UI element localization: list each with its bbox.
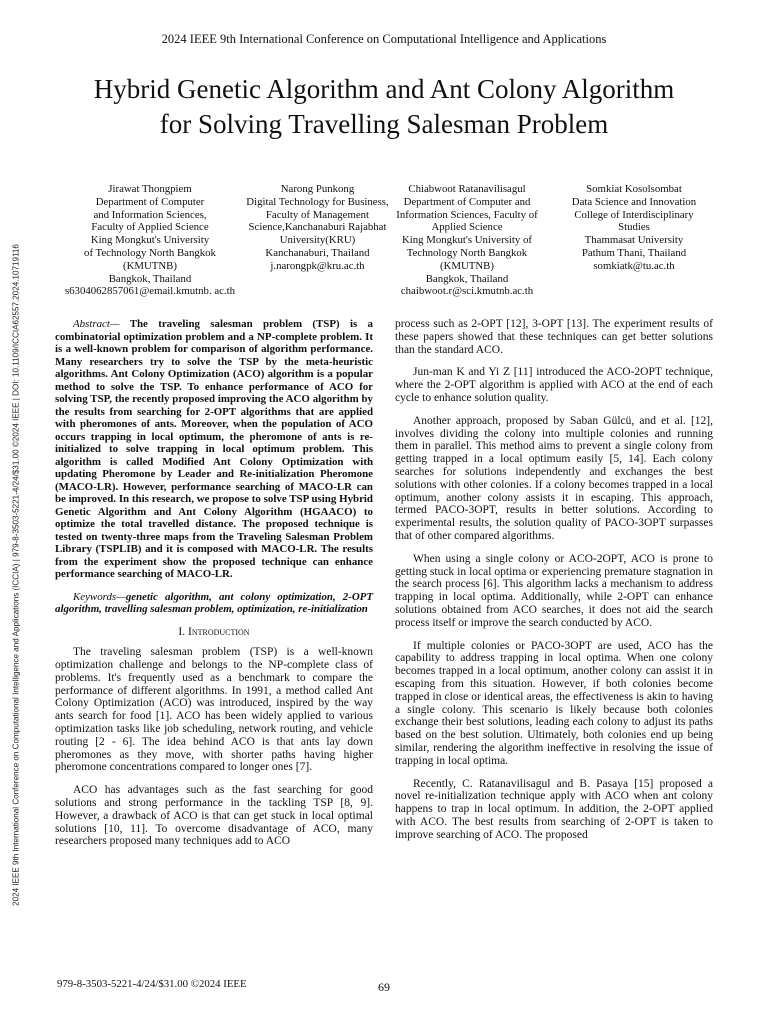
abstract-lead: Abstract—: [73, 318, 120, 330]
author-affiliation: University(KRU): [279, 234, 356, 247]
author-affiliation: Faculty of Applied Science: [91, 221, 209, 234]
author-location: Pathum Thani, Thailand: [581, 246, 687, 259]
paragraph: process such as 2-OPT [12], 3-OPT [13]. The experiment results of these papers showed that these techniques can get better solutions than the standard ACO.: [395, 318, 713, 356]
section-heading-introduction: [55, 626, 373, 639]
author-affiliation: (KMUTNB): [123, 259, 177, 272]
author-name: Chiabwoot Ratanavilisagul: [408, 183, 526, 195]
paragraph: Jun-man K and Yi Z [11] introduced the ACO-2OPT technique, where the 2-OPT algorithm is applied with ACO at the end of each cycle to enhance solution quality.: [395, 366, 713, 404]
section-title: Introduction: [187, 625, 250, 638]
author-affiliation: Faculty of Management: [265, 208, 370, 221]
paragraph: When using a single colony or ACO-2OPT, ACO is prone to getting stuck in local optima or experiencing premature stagnation in the search process [6]. This algorithm lacks a mechanism to address trapping in local optima. Additionally, while 2-OPT can enhance solutions obtained from ACO searches, it does not aid the search process itself or improve the search conducted by ACO.: [395, 552, 713, 629]
author-affiliation: Studies: [618, 221, 650, 234]
paragraph: ACO has advantages such as the fast searching for good solutions and strong performance in the tackling TSP [8, 9]. However, a drawback of ACO is that can get stuck in local optimal solutions [10, 11]. To overcome disadvantage of ACO, many researchers proposed many techniques add to ACO: [55, 784, 373, 848]
title-line-1: Hybrid Genetic Algorithm and Ant Colony Algorithm: [93, 74, 675, 104]
author-location: Bangkok, Thailand: [108, 272, 192, 285]
title-line-2: for Solving Travelling Salesman Problem: [159, 109, 609, 139]
author-name: Somkiat Kosolsombat: [586, 183, 682, 195]
paragraph: Another approach, proposed by Saban Gülcü, and et al. [12], involves dividing the colony into multiple colonies and running them in parallel. This method aims to prevent a single colony from getting trapped in a local optimum easily [5, 14]. Each colony searches for solutions independently and exchanges the best solutions with other colonies. If a colony becomes trapped in a local optimum, another colony assists it in escaping. This approach, termed PACO-3OPT, results in better solutions. According to experimental results, the solution quality of PACO-3OPT surpasses that of other compared algorithms.: [395, 414, 713, 542]
author-affiliation: Thammasat University: [584, 234, 684, 247]
author-affiliation: College of Interdisciplinary: [574, 208, 694, 221]
keywords-lead: Keywords—: [73, 590, 126, 603]
paragraph: The traveling salesman problem (TSP) is a well-known optimization challenge and belongs to the NP-complete class of problems. It's frequently used as a benchmark to compare the performance of different algorithms. In 1991, a method called Ant Colony Optimization (ACO) was introduced, inspired by the way ants search for food [1]. ACO has been widely applied to various optimization tasks like job scheduling, network routing, and vehicle routing [2 - 6]. The idea behind ACO is that ants lay down pheromones as they move, with shorter paths having higher pheromone concentrations compared to longer ones [7].: [55, 646, 373, 774]
author-affiliation: (KMUTNB): [440, 259, 494, 272]
author-block-3: [388, 183, 546, 298]
right-column: [395, 318, 713, 851]
author-affiliation: Applied Science: [431, 221, 503, 234]
author-affiliation: King Mongkut's University: [90, 234, 210, 247]
author-affiliation: King Mongkut's University of: [401, 234, 532, 247]
author-affiliation: Technology North Bangkok: [406, 246, 528, 259]
author-block-1: [50, 183, 250, 298]
author-email: chaibwoot.r@sci.kmutnb.ac.th: [400, 285, 534, 298]
abstract-text: The traveling salesman problem (TSP) is a combinatorial optimization problem and a NP-complete problem. It is a well-known problem for comparison of algorithm performance. Many researchers try to solve the TSP by the meta-heuristic algorithms. Ant Colony Optimization (ACO) algorithm is a popular method to solve the TSP. To enhance performance of ACO for solving TSP, the recently proposed improving the ACO algorithm by the results from searching for 2-OPT algorithms that are applied with pheromones of ants. Moreover, when the population of ACO occurs trapping in local optimum, the pheromone of ants is re-initialized to solve trapping in local optimum problem. This algorithm is called Modified Ant Colony Optimization with updating Pheromone by Leader and Re-initialization Pheromone (MACO-LR). However, performance searching of MACO-LR can be improved. In this research, we propose to solve TSP using Hybrid Genetic Algorithm and Ant Colony Algorithm (HGAACO) to optimize the total travelled distance. The proposed technique is tested on twenty-three maps from the Traveling Salesman Problem Library (TSPLIB) and it is composed with MACO-LR. The results from the experiment show the proposed technique can enhance performance searching of MACO-LR.: [55, 318, 373, 580]
keywords-text: genetic algorithm, ant colony optimization, 2-OPT algorithm, travelling salesman problem, optimization, re-initialization: [55, 590, 373, 615]
author-location: Kanchanaburi, Thailand: [265, 246, 370, 259]
paper-title: [0, 72, 768, 142]
author-email: j.narongpk@kru.ac.th: [270, 259, 365, 272]
author-affiliation: Department of Computer and: [403, 195, 531, 208]
author-affiliation: Department of Computer: [95, 195, 205, 208]
paragraph: If multiple colonies or PACO-3OPT are used, ACO has the capability to address trapping in local optima. When one colony becomes trapped in a local optimum, another colony can assist it in escaping from this situation. However, if both colonies become trapped in close or identical areas, the effectiveness is akin to having a single colony. This scenario is likely because both colonies exchange their best solutions, leading each colony to adjust its paths based on the best solution. Ultimately, both colonies end up being similar, rendering the algorithm ineffective in resolving the issue of trapping in local optima.: [395, 639, 713, 767]
author-location: Bangkok, Thailand: [425, 272, 509, 285]
side-identifier-text: 2024 IEEE 9th International Conference on Computational Intelligence and Applications (ICCIA) | 979-8-3503-5221-4/24/$31.00 ©2024 IEEE | DOI: 10.1109/ICCIA62557.2024.10719116: [11, 244, 21, 906]
paragraph: Recently, C. Ratanavilisagul and B. Pasaya [15] proposed a novel re-initialization technique apply with ACO when ant colony happens to trap in local optimum. In addition, the 2-OPT applied with ACO. The best results from searching of 2-OPT is taken to improve searching of ACO. The proposed: [395, 777, 713, 841]
author-block-2: [225, 183, 410, 273]
author-block-4: [548, 183, 720, 273]
keywords: [55, 591, 373, 616]
author-email: somkiatk@tu.ac.th: [593, 259, 675, 272]
side-identifier: [8, 175, 24, 975]
author-email: s6304062857061@email.kmutnb. ac.th: [64, 285, 236, 298]
author-name: Jirawat Thongpiem: [108, 183, 192, 195]
author-name: Narong Punkong: [280, 183, 355, 195]
left-column: [55, 318, 373, 858]
footer-copyright: 979-8-3503-5221-4/24/$31.00 ©2024 IEEE: [57, 978, 247, 990]
author-affiliation: Digital Technology for Business,: [246, 195, 389, 208]
author-affiliation: Science,Kanchanaburi Rajabhat: [248, 221, 387, 234]
abstract: [55, 318, 373, 581]
author-affiliation: Information Sciences, Faculty of: [396, 208, 538, 221]
author-affiliation: of Technology North Bangkok: [84, 246, 216, 259]
author-affiliation: and Information Sciences,: [93, 208, 207, 221]
conference-header: 2024 IEEE 9th International Conference on Computational Intelligence and Applications: [161, 32, 607, 46]
author-affiliation: Data Science and Innovation: [571, 195, 697, 208]
section-number: I.: [178, 625, 186, 638]
page-number: 69: [378, 980, 390, 994]
